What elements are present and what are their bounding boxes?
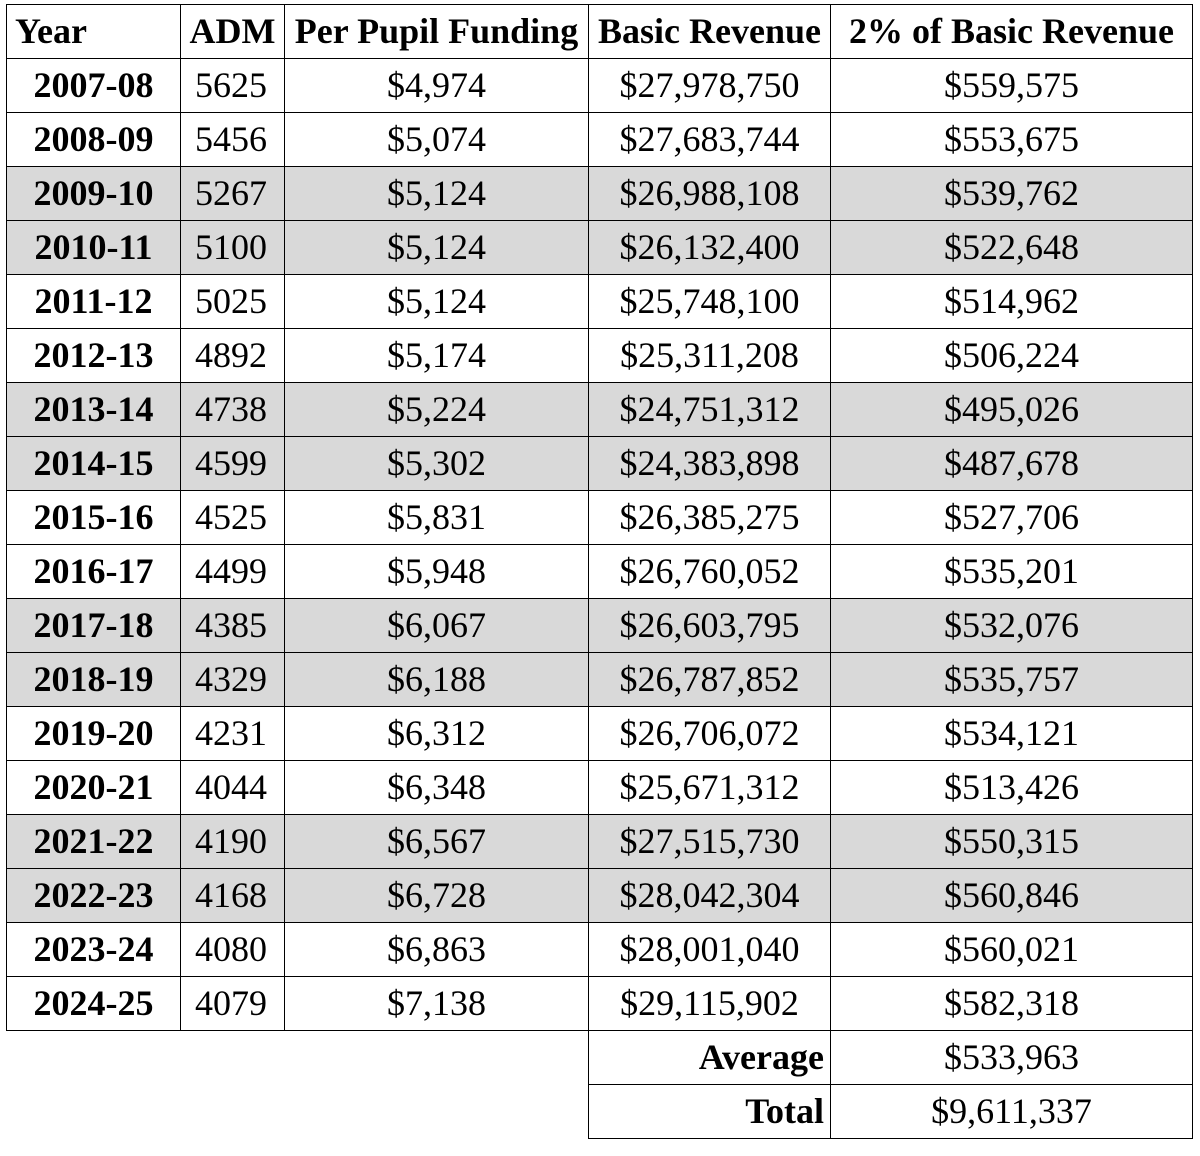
cell-basic-revenue: $24,383,898	[589, 437, 831, 491]
cell-basic-revenue: $27,978,750	[589, 59, 831, 113]
cell-basic-revenue: $26,706,072	[589, 707, 831, 761]
cell-year: 2017-18	[7, 599, 181, 653]
average-row	[7, 1031, 1193, 1085]
cell-per-pupil-funding: $5,124	[285, 275, 589, 329]
cell-basic-revenue: $26,385,275	[589, 491, 831, 545]
cell-two-percent: $513,426	[831, 761, 1193, 815]
cell-basic-revenue: $25,671,312	[589, 761, 831, 815]
cell-two-percent: $559,575	[831, 59, 1193, 113]
cell-year: 2018-19	[7, 653, 181, 707]
cell-year: 2016-17	[7, 545, 181, 599]
cell-adm: 4044	[181, 761, 285, 815]
cell-adm: 5100	[181, 221, 285, 275]
cell-adm: 4499	[181, 545, 285, 599]
cell-adm: 4079	[181, 977, 285, 1031]
cell-basic-revenue: $26,603,795	[589, 599, 831, 653]
table-row	[7, 329, 1193, 383]
cell-per-pupil-funding: $5,831	[285, 491, 589, 545]
cell-two-percent: $535,757	[831, 653, 1193, 707]
cell-per-pupil-funding: $6,188	[285, 653, 589, 707]
cell-year: 2008-09	[7, 113, 181, 167]
cell-two-percent: $532,076	[831, 599, 1193, 653]
cell-basic-revenue: $25,748,100	[589, 275, 831, 329]
cell-basic-revenue: $27,683,744	[589, 113, 831, 167]
cell-per-pupil-funding: $5,074	[285, 113, 589, 167]
table-row	[7, 599, 1193, 653]
cell-year: 2022-23	[7, 869, 181, 923]
table-row	[7, 491, 1193, 545]
cell-two-percent: $560,021	[831, 923, 1193, 977]
table-row	[7, 113, 1193, 167]
cell-per-pupil-funding: $4,974	[285, 59, 589, 113]
cell-two-percent: $506,224	[831, 329, 1193, 383]
table-row	[7, 221, 1193, 275]
blank-cell	[7, 1031, 589, 1085]
cell-adm: 4738	[181, 383, 285, 437]
cell-per-pupil-funding: $7,138	[285, 977, 589, 1031]
blank-cell	[7, 1085, 589, 1139]
total-label: Total	[589, 1085, 831, 1139]
average-label: Average	[589, 1031, 831, 1085]
cell-two-percent: $539,762	[831, 167, 1193, 221]
cell-year: 2012-13	[7, 329, 181, 383]
cell-basic-revenue: $25,311,208	[589, 329, 831, 383]
cell-per-pupil-funding: $6,728	[285, 869, 589, 923]
cell-year: 2019-20	[7, 707, 181, 761]
average-value: $533,963	[831, 1031, 1193, 1085]
table-row	[7, 707, 1193, 761]
cell-year: 2014-15	[7, 437, 181, 491]
cell-two-percent: $534,121	[831, 707, 1193, 761]
cell-two-percent: $550,315	[831, 815, 1193, 869]
cell-year: 2013-14	[7, 383, 181, 437]
column-header-per-pupil-funding: Per Pupil Funding	[285, 5, 589, 59]
cell-adm: 5267	[181, 167, 285, 221]
cell-adm: 4080	[181, 923, 285, 977]
cell-per-pupil-funding: $5,224	[285, 383, 589, 437]
cell-year: 2009-10	[7, 167, 181, 221]
cell-basic-revenue: $28,001,040	[589, 923, 831, 977]
cell-year: 2011-12	[7, 275, 181, 329]
table-row	[7, 977, 1193, 1031]
cell-adm: 4231	[181, 707, 285, 761]
cell-adm: 4329	[181, 653, 285, 707]
total-row	[7, 1085, 1193, 1139]
cell-two-percent: $514,962	[831, 275, 1193, 329]
table-row	[7, 653, 1193, 707]
cell-basic-revenue: $26,760,052	[589, 545, 831, 599]
cell-two-percent: $535,201	[831, 545, 1193, 599]
column-header-year: Year	[7, 5, 181, 59]
cell-adm: 5456	[181, 113, 285, 167]
cell-two-percent: $522,648	[831, 221, 1193, 275]
cell-year: 2024-25	[7, 977, 181, 1031]
cell-year: 2007-08	[7, 59, 181, 113]
cell-year: 2020-21	[7, 761, 181, 815]
cell-per-pupil-funding: $5,124	[285, 221, 589, 275]
column-header-two-percent: 2% of Basic Revenue	[831, 5, 1193, 59]
table-row	[7, 815, 1193, 869]
cell-year: 2021-22	[7, 815, 181, 869]
table-row	[7, 437, 1193, 491]
cell-per-pupil-funding: $6,863	[285, 923, 589, 977]
table-row	[7, 869, 1193, 923]
cell-basic-revenue: $26,787,852	[589, 653, 831, 707]
cell-basic-revenue: $29,115,902	[589, 977, 831, 1031]
cell-year: 2010-11	[7, 221, 181, 275]
table-row	[7, 275, 1193, 329]
header-row	[7, 5, 1193, 59]
cell-two-percent: $553,675	[831, 113, 1193, 167]
cell-year: 2023-24	[7, 923, 181, 977]
cell-basic-revenue: $26,132,400	[589, 221, 831, 275]
table-row	[7, 761, 1193, 815]
total-value: $9,611,337	[831, 1085, 1193, 1139]
table-row	[7, 167, 1193, 221]
cell-adm: 4599	[181, 437, 285, 491]
cell-adm: 5625	[181, 59, 285, 113]
cell-adm: 4168	[181, 869, 285, 923]
cell-per-pupil-funding: $6,067	[285, 599, 589, 653]
table-row	[7, 59, 1193, 113]
cell-two-percent: $487,678	[831, 437, 1193, 491]
cell-adm: 4525	[181, 491, 285, 545]
cell-per-pupil-funding: $5,174	[285, 329, 589, 383]
cell-two-percent: $582,318	[831, 977, 1193, 1031]
cell-per-pupil-funding: $6,567	[285, 815, 589, 869]
cell-basic-revenue: $24,751,312	[589, 383, 831, 437]
cell-per-pupil-funding: $5,948	[285, 545, 589, 599]
cell-basic-revenue: $26,988,108	[589, 167, 831, 221]
cell-basic-revenue: $28,042,304	[589, 869, 831, 923]
revenue-table	[6, 4, 1193, 1139]
cell-two-percent: $495,026	[831, 383, 1193, 437]
cell-adm: 5025	[181, 275, 285, 329]
cell-per-pupil-funding: $5,124	[285, 167, 589, 221]
column-header-basic-revenue: Basic Revenue	[589, 5, 831, 59]
table-row	[7, 923, 1193, 977]
cell-per-pupil-funding: $5,302	[285, 437, 589, 491]
cell-year: 2015-16	[7, 491, 181, 545]
column-header-adm: ADM	[181, 5, 285, 59]
cell-adm: 4190	[181, 815, 285, 869]
cell-adm: 4892	[181, 329, 285, 383]
cell-per-pupil-funding: $6,312	[285, 707, 589, 761]
table-row	[7, 383, 1193, 437]
cell-per-pupil-funding: $6,348	[285, 761, 589, 815]
cell-two-percent: $560,846	[831, 869, 1193, 923]
cell-basic-revenue: $27,515,730	[589, 815, 831, 869]
table-row	[7, 545, 1193, 599]
cell-adm: 4385	[181, 599, 285, 653]
cell-two-percent: $527,706	[831, 491, 1193, 545]
table-body	[7, 59, 1193, 1031]
